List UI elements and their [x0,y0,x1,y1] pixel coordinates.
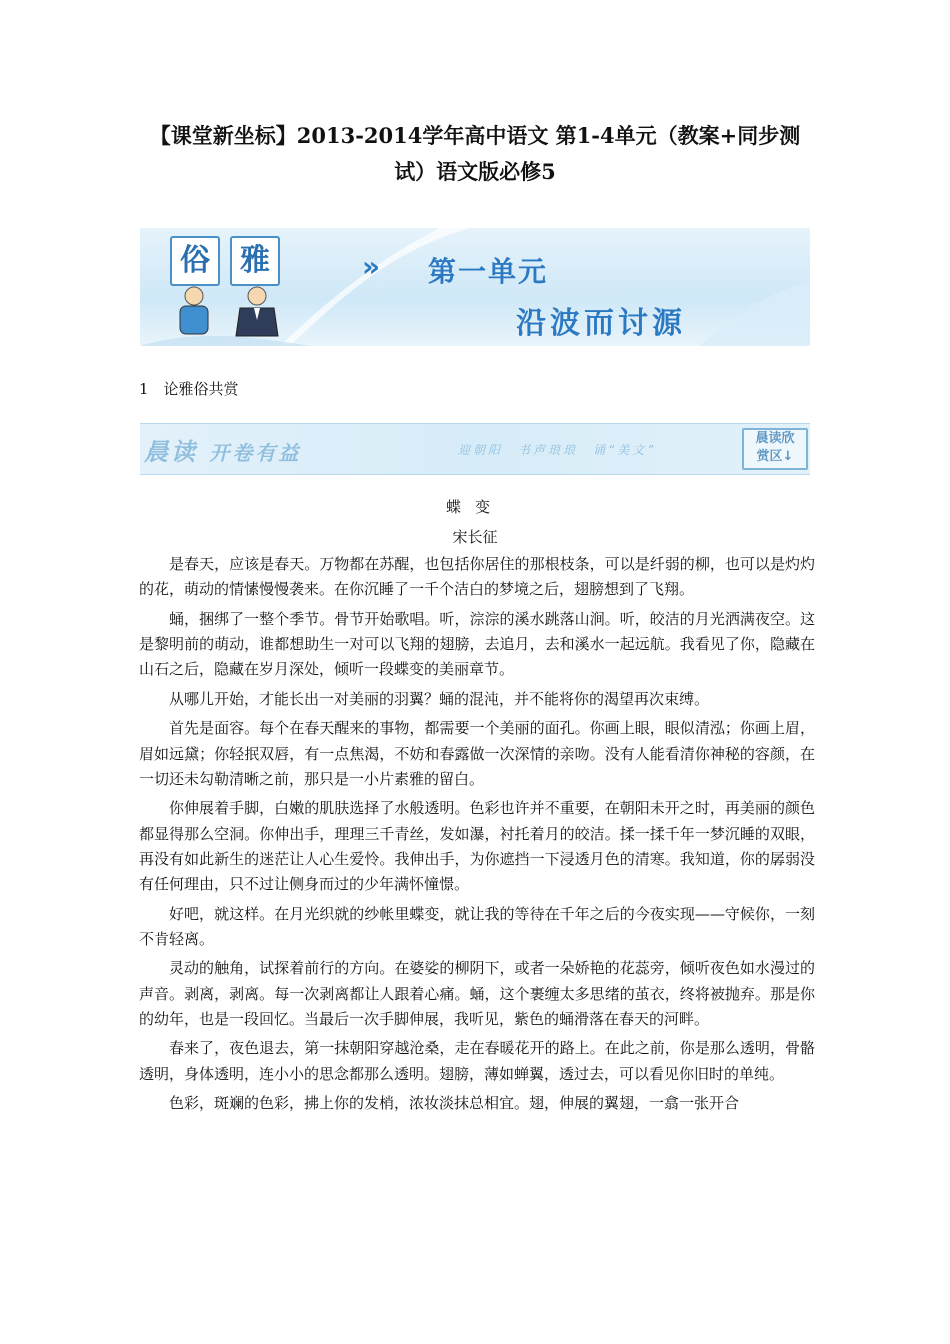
reading-area-badge [742,428,808,470]
figure-casual-icon [174,286,214,336]
tag-su-icon: 俗 [170,236,220,286]
paragraph: 蛹，捆绑了一整个季节。骨节开始歌唱。听，淙淙的溪水跳落山涧。听，皎洁的月光洒满夜空。这是黎明前的萌动，谁都想助生一对可以飞翔的翅膀，去追月，去和溪水一起远航。我看见了你，隐藏在山石之后，隐藏在岁月深处，倾听一段蝶变的美丽章节。 [139,609,815,679]
reading-strip-title [144,432,301,467]
paragraph: 是春天，应该是春天。万物都在苏醒，也包括你居住的那根枝条，可以是纤弱的柳，也可以是灼灼的花，萌动的情愫慢慢袭来。在你沉睡了一千个洁白的梦境之后，翅膀想到了飞翔。 [139,555,815,599]
reading-strip-title-sub: 开卷有益 [209,441,302,465]
paragraph: 你伸展着手脚，白嫩的肌肤选择了水般透明。色彩也许并不重要，在朝阳未开之时，再美丽的颜色都显得那么空洞。你伸出手，理理三千青丝，发如瀑，衬托着月的皎洁。揉一揉千年一梦沉睡的双眼，再没有如此新生的迷茫让人心生爱怜。我伸出手，为你遮挡一下浸透月色的清寒。我知道，你的孱弱没有任何理由，只不过让侧身而过的少年满怀憧憬。 [139,799,815,893]
unit-name: 沿波而讨源 [516,306,686,341]
paragraph: 色彩，斑斓的色彩，拂上你的发梢，浓妆淡抹总相宜。翅，伸展的翼翅，一翕一张开合 [169,1094,740,1113]
paragraph: 好吧，就这样。在月光织就的纱帐里蝶变，就让我的等待在千年之后的今夜实现——守候你，一刻不肯轻离。 [139,904,815,948]
figure-formal-icon [232,286,282,338]
document-title-line-2: 试）语文版必修5 [394,159,556,184]
unit-number: 第一单元 [428,255,549,288]
lesson-heading: 1 论雅俗共赏 [139,380,239,398]
essay-title: 蝶变 [445,498,504,516]
paragraph: 灵动的触角，试探着前行的方向。在婆娑的柳阴下，或者一朵娇艳的花蕊旁，倾听夜色如水漫过的声音。剥离，剥离。每一次剥离都让人跟着心痛。蛹，这个裹缠太多思绪的茧衣，终将被抛弃。那是你的幼年，也是一段回忆。当最后一次手脚伸展，我听见，紫色的蛹滑落在春天的河畔。 [139,959,815,1028]
paragraph: 从哪儿开始，才能长出一对美丽的羽翼？蛹的混沌，并不能将你的渴望再次束缚。 [169,689,710,708]
document-title-line-1: 【课堂新坐标】2013-2014学年高中语文 第1-4单元（教案+同步测 [149,123,801,148]
reading-area-badge-line-1: 晨读欣 [755,431,795,446]
reading-area-badge-line-2: 赏区↓ [756,449,794,464]
paragraph: 春来了，夜色退去，第一抹朝阳穿越沧桑，走在春暖花开的路上。在此之前，你是那么透明，骨骼透明，身体透明，连小小的思念都那么透明。翅膀，薄如蝉翼，透过去，可以看见你旧时的单纯。 [139,1039,815,1083]
paragraph: 首先是面容。每个在春天醒来的事物，都需要一个美丽的面孔。你画上眼，眼似清泓；你画上眉，眉如远黛；你轻抿双唇，有一点焦渴，不妨和春露做一次深情的亲吻。没有人能看清你神秘的容颜，在一切还未勾勒清晰之前，那只是一小片素雅的留白。 [139,719,815,788]
reading-strip [140,423,810,475]
unit-banner [140,228,810,346]
reading-strip-title-main: 晨读 [144,438,198,466]
essay-body [139,552,815,1121]
tag-ya-icon: 雅 [230,236,280,286]
document-title [100,118,850,190]
essay-author: 宋长征 [452,528,498,546]
banner-arrow-icon: » [362,250,381,283]
reading-strip-slogan: 迎朝阳 书声琅琅 诵“美文” [458,443,657,457]
